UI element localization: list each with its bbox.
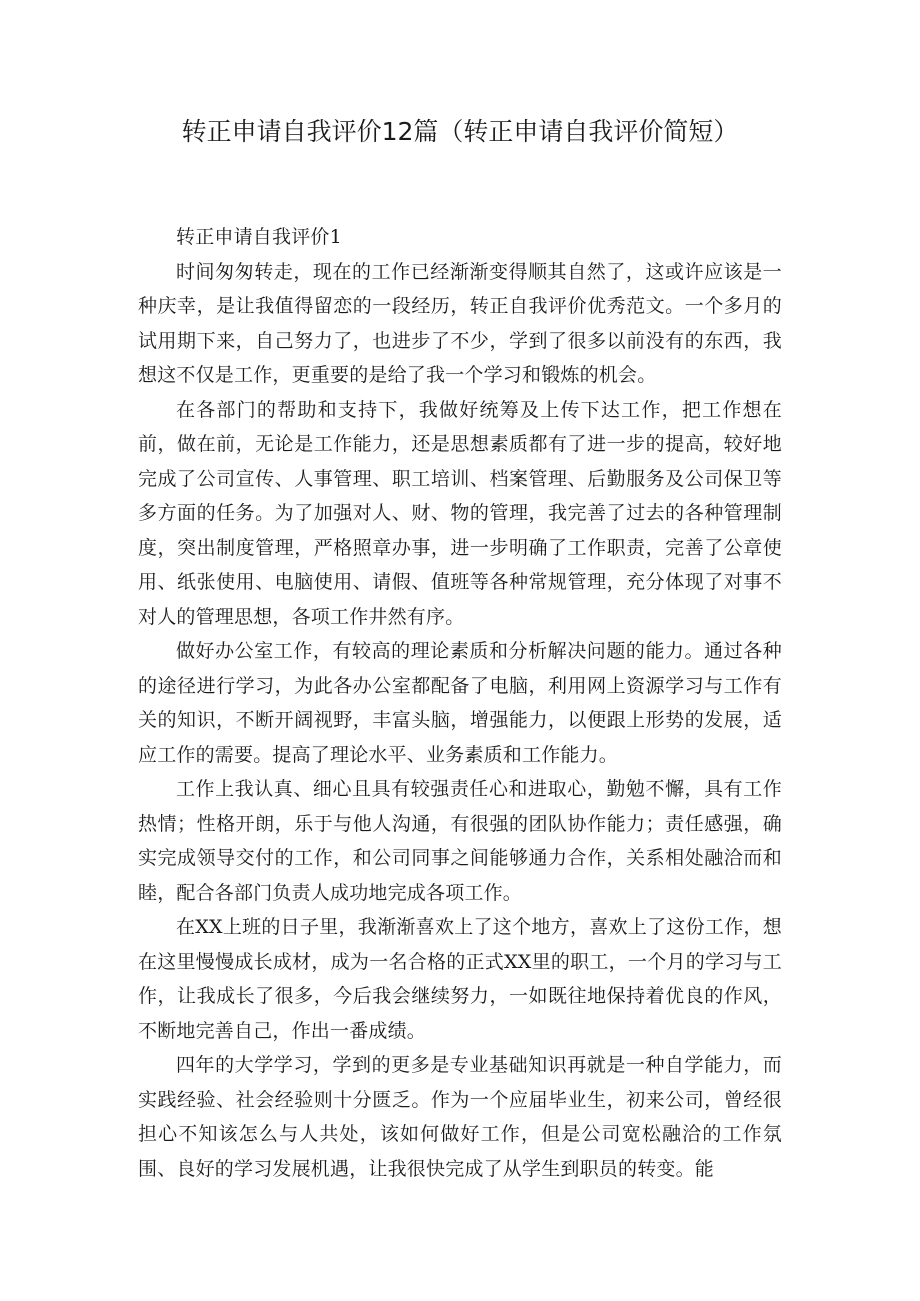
paragraph-5: 在XX上班的日子里，我渐渐喜欢上了这个地方，喜欢上了这份工作，想在这里慢慢成长成材，成为一名合格的正式XX里的职工，一个月的学习与工作，让我成长了很多，今后我会继续努力，一如既往地保持着优良的作风，不断地完善自己，作出一番成绩。 [138, 916, 782, 1042]
document-body [138, 220, 782, 1186]
paragraph-6: 四年的大学学习，学到的更多是专业基础知识再就是一种自学能力，而实践经验、社会经验则十分匮乏。作为一个应届毕业生，初来公司，曾经很担心不知该怎么与人共处，该如何做好工作，但是公司宽松融洽的工作氛围、良好的学习发展机遇，让我很快完成了从学生到职员的转变。能 [138, 1054, 782, 1180]
paragraph-4: 工作上我认真、细心且具有较强责任心和进取心，勤勉不懈，具有工作热情；性格开朗，乐于与他人沟通，有很强的团队协作能力；责任感强，确实完成领导交付的工作，和公司同事之间能够通力合作，关系相处融洽而和睦，配合各部门负责人成功地完成各项工作。 [138, 778, 782, 904]
section-heading: 转正申请自我评价1 [176, 226, 342, 248]
document-title: 转正申请自我评价12篇（转正申请自我评价简短） [181, 117, 739, 146]
paragraph-2: 在各部门的帮助和支持下，我做好统筹及上传下达工作，把工作想在前，做在前，无论是工作能力，还是思想素质都有了进一步的提高，较好地完成了公司宣传、人事管理、职工培训、档案管理、后勤服务及公司保卫等多方面的任务。为了加强对人、财、物的管理，我完善了过去的各种管理制度，突出制度管理，严格照章办事，进一步明确了工作职责，完善了公章使用、纸张使用、电脑使用、请假、值班等各种常规管理，充分体现了对事不对人的管理思想，各项工作井然有序。 [138, 398, 782, 628]
paragraph-3: 做好办公室工作，有较高的理论素质和分析解决问题的能力。通过各种的途径进行学习，为此各办公室都配备了电脑，利用网上资源学习与工作有关的知识，不断开阔视野，丰富头脑，增强能力，以便跟上形势的发展，适应工作的需要。提高了理论水平、业务素质和工作能力。 [138, 640, 782, 766]
paragraph-1: 时间匆匆转走，现在的工作已经渐渐变得顺其自然了，这或许应该是一种庆幸，是让我值得留恋的一段经历，转正自我评价优秀范文。一个多月的试用期下来，自己努力了，也进步了不少，学到了很多以前没有的东西，我想这不仅是工作，更重要的是给了我一个学习和锻炼的机会。 [138, 260, 782, 386]
